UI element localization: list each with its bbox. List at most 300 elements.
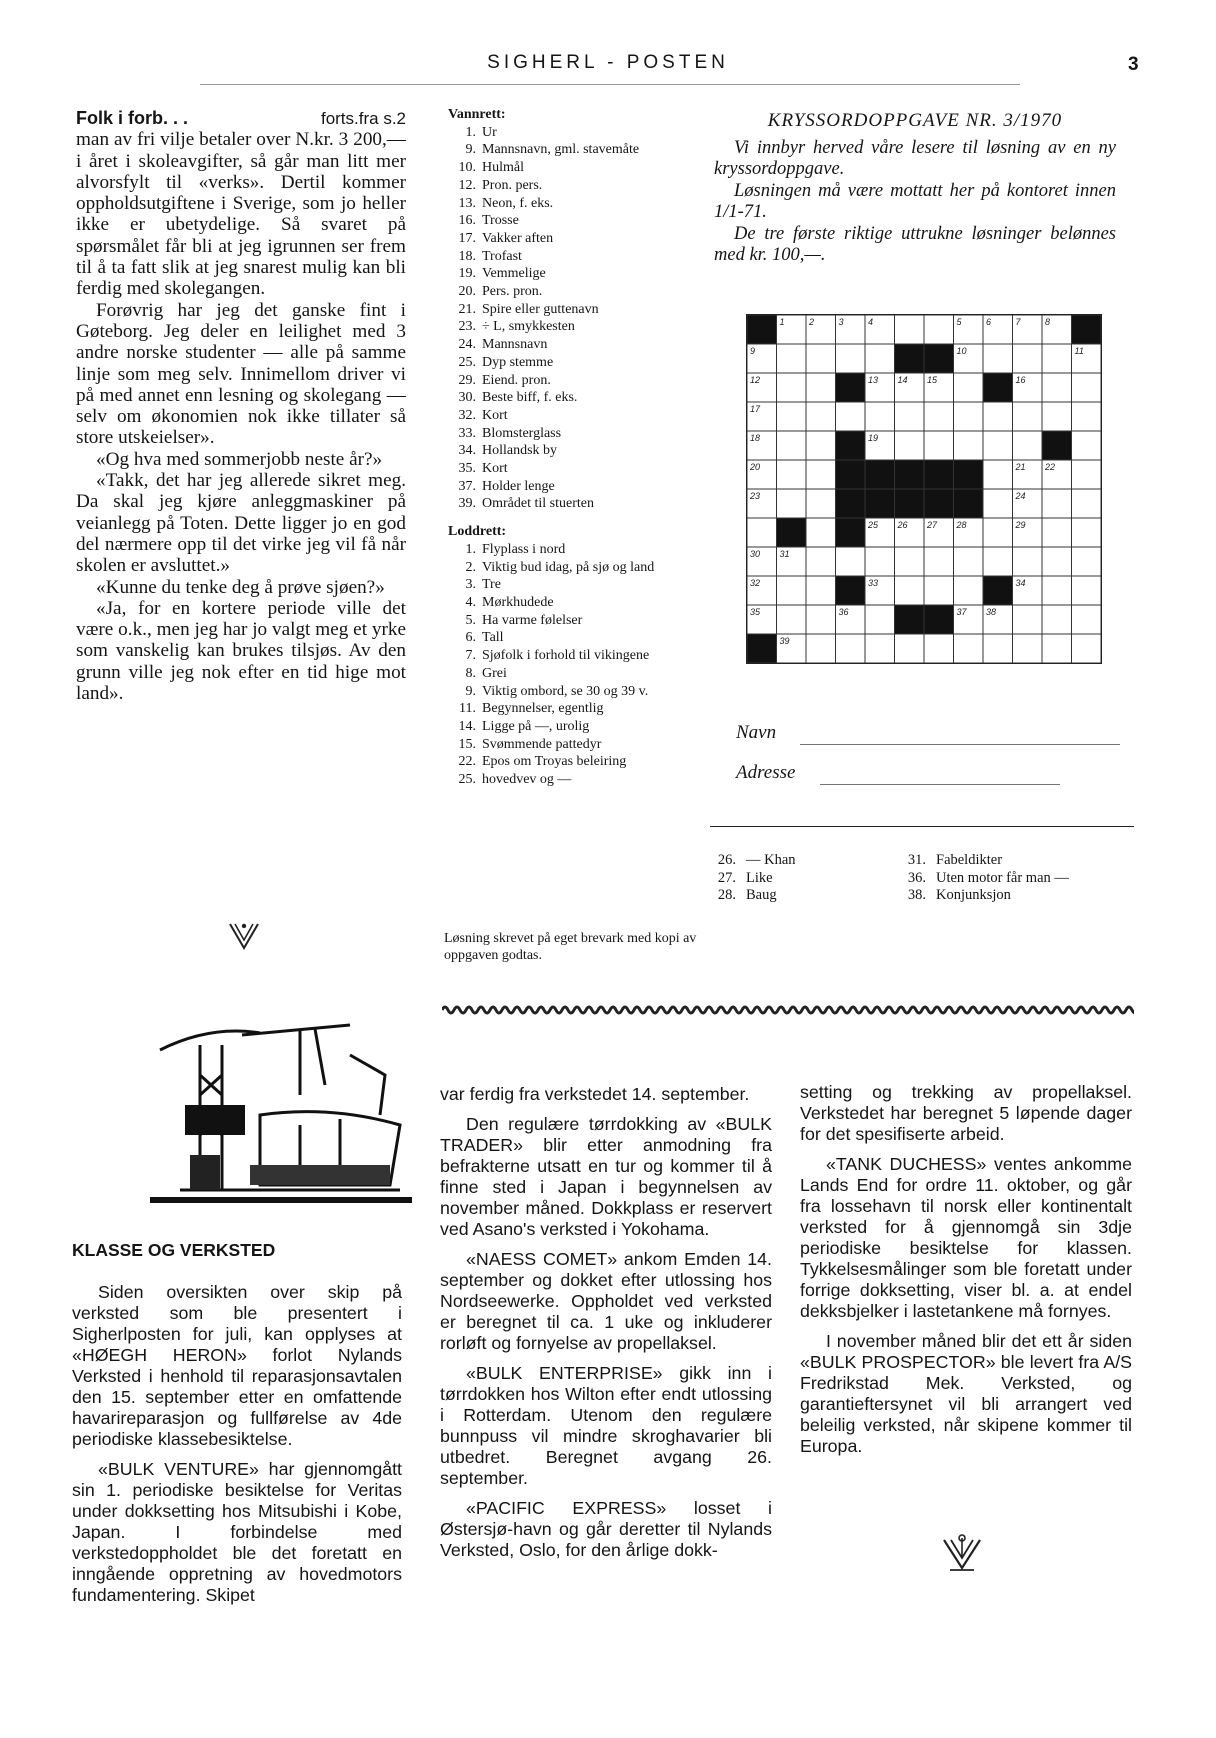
cell-number: 14 — [897, 375, 908, 385]
grid-cell[interactable] — [806, 518, 836, 547]
extra-clue-list-right — [898, 852, 1069, 905]
clue-item — [448, 683, 716, 701]
black-cell — [1072, 315, 1102, 344]
black-cell — [983, 373, 1013, 402]
cell-number: 4 — [868, 317, 874, 327]
clue-item — [448, 647, 716, 665]
black-cell — [895, 489, 925, 518]
clue-item — [448, 576, 716, 594]
grid-cell[interactable] — [924, 402, 954, 431]
clue-number: 22. — [458, 754, 476, 770]
crossword-intro-text: De tre første riktige uttrukne løsninger belønnes med kr. 100,—. — [714, 223, 1116, 265]
grid-cell[interactable] — [836, 402, 866, 431]
article-paragraph: «PACIFIC EXPRESS» losset i Østersjø-havn og går deretter til Nylands Verksted, Oslo, for den årlige dokk- — [440, 1498, 772, 1560]
grid-cell[interactable] — [895, 547, 925, 576]
grid-cell[interactable] — [983, 518, 1013, 547]
crossword-title: KRYSSORDOPPGAVE NR. 3/1970 — [767, 110, 1063, 131]
cell-number: 12 — [750, 375, 761, 385]
clue-item — [448, 124, 716, 142]
clue-text: Fabeldikter — [936, 852, 1003, 868]
clue-text: Kort — [482, 461, 508, 477]
grid-cell[interactable] — [777, 460, 807, 489]
clue-item — [448, 336, 716, 354]
clue-text: Svømmende pattedyr — [482, 736, 602, 752]
grid-cell[interactable] — [924, 547, 954, 576]
grid-cell[interactable] — [777, 605, 807, 634]
clue-item — [708, 887, 898, 905]
clue-item — [448, 389, 716, 407]
cell-number: 9 — [750, 346, 756, 356]
grid-cell[interactable] — [806, 431, 836, 460]
grid-cell[interactable] — [1072, 605, 1102, 634]
article-heading: KLASSE OG VERKSTED — [72, 1240, 276, 1260]
clue-text: Blomsterglass — [482, 425, 562, 441]
clue-text: Tall — [482, 630, 504, 646]
cell-number: 19 — [868, 433, 879, 443]
solution-note: Løsning skrevet på eget brevark med kopi av oppgaven godtas. — [444, 931, 697, 963]
clue-number: 33. — [458, 425, 476, 441]
interview-paragraph: «Og hva med sommerjobb neste år?» — [96, 448, 383, 470]
clue-number: 14. — [458, 718, 476, 734]
clue-number: 7. — [465, 648, 476, 664]
clue-item — [448, 559, 716, 577]
grid-cell[interactable] — [983, 489, 1013, 518]
clue-number: 11. — [459, 701, 476, 717]
clue-text: Flyplass i nord — [482, 541, 566, 557]
cell-number: 15 — [927, 375, 938, 385]
clue-item — [898, 887, 1069, 905]
grid-cell[interactable] — [806, 576, 836, 605]
grid-cell[interactable] — [1013, 634, 1043, 663]
clue-item — [898, 852, 1069, 870]
grid-cell[interactable] — [983, 344, 1013, 373]
grid-cell[interactable] — [983, 431, 1013, 460]
extra-clue-list-left — [708, 852, 898, 905]
clue-number: 9. — [465, 142, 476, 158]
interview-column — [76, 108, 406, 704]
grid-cell[interactable] — [865, 634, 895, 663]
clue-number: 39. — [458, 496, 476, 512]
clue-number: 24. — [458, 337, 476, 353]
clue-number: 25. — [458, 354, 476, 370]
grid-cell[interactable] — [777, 402, 807, 431]
clue-item — [448, 230, 716, 248]
grid-cell[interactable] — [1072, 373, 1102, 402]
cell-number: 23 — [750, 491, 761, 501]
clue-number: 30. — [458, 390, 476, 406]
across-clue-list — [448, 124, 716, 513]
clue-item — [448, 753, 716, 771]
grid-cell[interactable] — [806, 460, 836, 489]
clue-text: Epos om Troyas beleiring — [482, 754, 627, 770]
black-cell — [865, 460, 895, 489]
cell-number: 29 — [1015, 520, 1026, 530]
crossword-grid — [746, 314, 1102, 664]
black-cell — [924, 489, 954, 518]
grid-cell[interactable] — [836, 634, 866, 663]
clue-text: ÷ L, smykkesten — [482, 319, 575, 335]
grid-cell[interactable] — [865, 547, 895, 576]
clue-item — [448, 442, 716, 460]
black-cell — [895, 460, 925, 489]
black-cell — [954, 460, 984, 489]
grid-cell[interactable] — [924, 576, 954, 605]
black-cell — [836, 373, 866, 402]
black-cell — [954, 489, 984, 518]
black-cell — [895, 344, 925, 373]
article-column-1 — [72, 1282, 402, 1615]
clue-text: Pron. pers. — [482, 177, 543, 193]
grid-cell[interactable] — [1042, 373, 1072, 402]
clue-text: Ligge på —, urolig — [482, 718, 590, 734]
cell-number: 30 — [750, 549, 761, 559]
article-paragraph: Siden oversikten over skip på verksted som ble presentert i Sigherlposten for juli, kan opplyses at «HØEGH HERON» forlot Nylands Verksted i henhold til reparasjonsavtalen den 15. september etter en omfattende havarireparasjon og fullførelse av 4de periodiske klassebesiktelse. — [72, 1282, 402, 1449]
grid-cell[interactable] — [954, 547, 984, 576]
clue-item — [448, 612, 716, 630]
black-cell — [924, 605, 954, 634]
grid-cell[interactable] — [1042, 518, 1072, 547]
grid-cell[interactable] — [1072, 576, 1102, 605]
clue-item — [448, 372, 716, 390]
clue-number: 1. — [465, 124, 476, 140]
black-cell — [836, 431, 866, 460]
grid-cell[interactable] — [895, 431, 925, 460]
clue-item — [448, 495, 716, 513]
cell-number: 31 — [779, 549, 790, 559]
clue-text: Baug — [746, 887, 777, 904]
interview-heading-row — [76, 108, 406, 129]
clue-item — [448, 736, 716, 754]
grid-cell[interactable] — [1013, 605, 1043, 634]
clue-number: 31. — [907, 852, 926, 868]
crossword-clues — [448, 106, 716, 789]
clue-number: 18. — [458, 248, 476, 264]
grid-cell[interactable] — [836, 344, 866, 373]
grid-cell[interactable] — [1013, 344, 1043, 373]
clue-item — [448, 141, 716, 159]
cell-number: 34 — [1015, 578, 1026, 588]
clue-text: Ha varme følelser — [482, 612, 583, 628]
clue-item — [448, 283, 716, 301]
grid-cell[interactable] — [806, 605, 836, 634]
name-label: Navn — [736, 722, 777, 743]
article-column-3 — [800, 1082, 1132, 1466]
grid-cell[interactable] — [1042, 634, 1072, 663]
clue-item — [448, 265, 716, 283]
grid-cell[interactable] — [1072, 402, 1102, 431]
grid-cell[interactable] — [806, 344, 836, 373]
grid-cell[interactable] — [1072, 489, 1102, 518]
clue-text: Begynnelser, egentlig — [482, 701, 604, 717]
clue-number: 28. — [717, 887, 736, 904]
cell-number: 25 — [868, 520, 879, 530]
grid-cell[interactable] — [1042, 605, 1072, 634]
interview-paragraph: «Kunne du tenke deg å prøve sjøen?» — [96, 576, 385, 598]
grid-cell[interactable] — [836, 547, 866, 576]
cell-number: 1 — [779, 317, 785, 327]
clue-text: Trosse — [482, 213, 519, 229]
grid-cell[interactable] — [924, 315, 954, 344]
cell-number: 11 — [1074, 346, 1084, 356]
clue-number: 17. — [458, 230, 476, 246]
black-cell — [747, 315, 777, 344]
clue-item — [448, 195, 716, 213]
clue-text: Sjøfolk i forhold til vikingene — [482, 648, 650, 664]
clue-number: 32. — [458, 407, 476, 423]
clue-text: — Khan — [746, 852, 796, 868]
clue-number: 3. — [465, 577, 476, 593]
decorative-ornament-icon — [940, 1532, 984, 1574]
down-heading: Loddrett: — [448, 524, 507, 540]
grid-cell[interactable] — [983, 547, 1013, 576]
grid-cell[interactable] — [1072, 460, 1102, 489]
clue-text: Trofast — [482, 248, 522, 264]
grid-cell[interactable] — [924, 634, 954, 663]
grid-cell[interactable] — [806, 547, 836, 576]
article-paragraph: setting og trekking av propellaksel. Verkstedet har beregnet 5 løpende dager for det spesifiserte arbeid. — [800, 1082, 1132, 1144]
clue-number: 34. — [458, 443, 476, 459]
cell-number: 36 — [838, 607, 849, 617]
clue-item — [448, 629, 716, 647]
clue-item — [708, 870, 898, 888]
grid-cell[interactable] — [954, 402, 984, 431]
cell-number: 6 — [986, 317, 992, 327]
interview-paragraph: «Ja, for en kortere periode ville det være o.k., men jeg har jo valgt meg et yrke som vanskelig kan brukes tilsjøs. Av den grunn ville jeg nok efter en tid hige mot land». — [76, 597, 406, 705]
grid-cell[interactable] — [806, 489, 836, 518]
clue-text: Holder lenge — [482, 478, 555, 494]
article-paragraph: I november måned blir det ett år siden «BULK PROSPECTOR» ble levert fra A/S Fredrikstad Mek. Verksted, og garantieftersynet vil bli arrangert ved beleilig verksted, når skipene kommer til Europa. — [800, 1331, 1132, 1456]
black-cell — [836, 489, 866, 518]
grid-cell[interactable] — [1042, 344, 1072, 373]
grid-cell[interactable] — [806, 634, 836, 663]
clue-text: Tre — [482, 577, 501, 593]
grid-cell[interactable] — [954, 634, 984, 663]
grid-cell[interactable] — [895, 634, 925, 663]
name-line[interactable] — [800, 744, 1120, 745]
article-paragraph: Den regulære tørrdokking av «BULK TRADER» blir etter anmodning fra befrakterne utsatt en tur og kommer til å finne sted i Japan i begynnelsen av november måned. Dokkplass er reservert ved Asano's verksted i Yokohama. — [440, 1114, 772, 1239]
clue-text: Konjunksjon — [936, 887, 1011, 904]
clue-item — [448, 212, 716, 230]
grid-cell[interactable] — [954, 576, 984, 605]
black-cell — [777, 518, 807, 547]
cell-number: 39 — [779, 636, 790, 646]
clue-number: 5. — [465, 612, 476, 628]
clue-item — [708, 852, 898, 870]
crossword-intro-text: Vi innbyr herved våre lesere til løsning av en ny kryssordoppgave. — [714, 137, 1116, 179]
clue-item — [448, 478, 716, 496]
clue-text: Neon, f. eks. — [482, 195, 554, 211]
clue-number: 6. — [465, 630, 476, 646]
clue-number: 8. — [465, 665, 476, 681]
header-title: SIGHERL - POSTEN — [487, 52, 729, 73]
black-cell — [836, 460, 866, 489]
grid-cell[interactable] — [954, 373, 984, 402]
black-cell — [983, 576, 1013, 605]
grid-cell[interactable] — [983, 402, 1013, 431]
crossword-extra-clues — [708, 852, 1138, 905]
grid-cell[interactable] — [1013, 547, 1043, 576]
grid-cell[interactable] — [777, 576, 807, 605]
black-cell — [836, 518, 866, 547]
grid-cell[interactable] — [895, 576, 925, 605]
grid-cell[interactable] — [895, 315, 925, 344]
grid-cell[interactable] — [865, 605, 895, 634]
clue-number: 16. — [458, 213, 476, 229]
interview-paragraph: «Takk, det har jeg allerede sikret meg. Da skal jeg kjøre anleggmaskiner på veianlegg på Toten. Dette ligger jo en god del nærmere opp til det virke jeg vil få når skolen er avsluttet.» — [76, 470, 406, 577]
grid-cell[interactable] — [1042, 489, 1072, 518]
cell-number: 38 — [986, 607, 997, 617]
cell-number: 8 — [1045, 317, 1051, 327]
clue-number: 10. — [458, 160, 476, 176]
article-paragraph: «TANK DUCHESS» ventes ankomme Lands End for ordre 11. oktober, og går fra lossehavn til norsk eller kontinentalt verksted for å gjennomgå sin 3dje periodiske besiktelse for klassen. Tykkelsesmålinger som ble foretatt under forrige dokksetting, viser bl. a. at endel dekksbjelker i lastetankene må fornyes. — [800, 1154, 1132, 1321]
article-column-2 — [440, 1084, 772, 1570]
clue-number: 12. — [458, 177, 476, 193]
black-cell — [865, 489, 895, 518]
clue-item — [448, 407, 716, 425]
black-cell — [836, 576, 866, 605]
article-paragraph: «BULK VENTURE» har gjennomgått sin 1. periodiske besiktelse for Veritas under dokksetting hos Mitsubishi i Kobe, Japan. I forbindelse med verkstedoppholdet ble det foretatt en inngående oppretning av hovedmotors fundamentering. Skipet — [72, 1459, 402, 1605]
grid-cell[interactable] — [895, 402, 925, 431]
cell-number: 20 — [750, 462, 761, 472]
cell-number: 26 — [897, 520, 908, 530]
article-paragraph: «BULK ENTERPRISE» gikk inn i tørrdokken hos Wilton efter endt utlossing i Rotterdam. Utenom den regulære bunnpuss vil mindre skroghavarier bli utbedret. Beregnet avgang 26. september. — [440, 1363, 772, 1488]
clue-text: Området til stuerten — [482, 496, 594, 512]
clue-number: 36. — [907, 869, 926, 886]
header-rule — [200, 84, 1020, 85]
crossword-intro — [714, 110, 1116, 267]
address-label: Adresse — [736, 762, 796, 783]
clue-text: Uten motor får man — — [936, 869, 1069, 886]
cell-number: 33 — [868, 578, 879, 588]
interview-paragraph: man av fri vilje betaler over N.kr. 3 200,— i året i skoleavgifter, så går man litt mer alvorsfylt til «verks». Dertil kommer oppholdsutgiftene i Sverige, som jo heller ikke er ubetydelige. Så svaret på spørsmålet får bli at jeg igrunnen ser frem til å ta fatt slik at jeg snarest mulig kan bli ferdig med skolegangen. — [76, 129, 406, 300]
clue-text: Mannsnavn — [482, 337, 548, 353]
clue-item — [448, 700, 716, 718]
clue-text: Pers. pron. — [482, 284, 543, 300]
grid-cell[interactable] — [1042, 547, 1072, 576]
grid-cell[interactable] — [983, 460, 1013, 489]
wavy-separator — [442, 1003, 1134, 1017]
grid-cell[interactable] — [1072, 518, 1102, 547]
continued-from-note: forts.fra s.2 — [320, 109, 406, 128]
across-heading: Vannrett: — [448, 107, 506, 122]
clue-item — [448, 594, 716, 612]
cell-number: 21 — [1015, 462, 1026, 472]
clue-item — [448, 301, 716, 319]
clue-text: Like — [746, 869, 773, 886]
clue-number: 21. — [458, 301, 476, 317]
clue-number: 9. — [465, 683, 476, 699]
cell-number: 2 — [809, 317, 815, 327]
clue-item — [448, 771, 716, 789]
clue-text: Mannsnavn, gml. stavemåte — [482, 142, 640, 158]
grid-cell[interactable] — [954, 431, 984, 460]
clue-text: Ur — [482, 124, 497, 140]
grid-cell[interactable] — [1013, 402, 1043, 431]
clue-number: 29. — [458, 372, 476, 388]
clue-item — [448, 318, 716, 336]
address-line[interactable] — [820, 784, 1060, 785]
black-cell — [1042, 431, 1072, 460]
clue-number: 2. — [465, 559, 476, 575]
clue-number: 23. — [458, 319, 476, 335]
grid-cell[interactable] — [806, 402, 836, 431]
cell-number: 17 — [750, 404, 761, 414]
separator-line — [710, 826, 1134, 827]
grid-cell[interactable] — [777, 344, 807, 373]
clue-item — [448, 159, 716, 177]
black-cell — [747, 634, 777, 663]
grid-cell[interactable] — [1072, 547, 1102, 576]
grid-cell[interactable] — [1072, 431, 1102, 460]
cell-number: 22 — [1045, 462, 1056, 472]
grid-cell[interactable] — [1072, 634, 1102, 663]
clue-text: Vemmelige — [482, 266, 546, 282]
article-paragraph: «NAESS COMET» ankom Emden 14. september og dokket efter utlossing hos Nordseewerke. Oppholdet ved verksted er beregnet til ca. 1 uke og inkluderer rorløft og fornyelse av propellaksel. — [440, 1249, 772, 1353]
cell-number: 16 — [1015, 375, 1026, 385]
clue-text: Viktig ombord, se 30 og 39 v. — [482, 683, 649, 699]
black-cell — [895, 605, 925, 634]
clue-number: 4. — [465, 594, 476, 610]
clue-item — [448, 354, 716, 372]
article-paragraph: var ferdig fra verkstedet 14. september. — [440, 1084, 750, 1104]
clue-number: 19. — [458, 266, 476, 282]
cell-number: 5 — [956, 317, 962, 327]
grid-cell[interactable] — [777, 431, 807, 460]
clue-item — [448, 665, 716, 683]
clue-number: 35. — [458, 461, 476, 477]
grid-cell[interactable] — [1042, 402, 1072, 431]
cell-number: 37 — [956, 607, 967, 617]
cell-number: 27 — [927, 520, 938, 530]
grid-cell[interactable] — [983, 634, 1013, 663]
clue-item — [448, 177, 716, 195]
grid-cell[interactable] — [865, 402, 895, 431]
cell-number: 13 — [868, 375, 879, 385]
grid-cell[interactable] — [806, 373, 836, 402]
grid-cell[interactable] — [1013, 431, 1043, 460]
grid-cell[interactable] — [747, 518, 777, 547]
crane-ship-illustration — [150, 1015, 412, 1213]
clue-item — [448, 248, 716, 266]
clue-text: Viktig bud idag, på sjø og land — [482, 559, 655, 575]
clue-number: 37. — [458, 478, 476, 494]
cell-number: 24 — [1015, 491, 1026, 501]
clue-text: Hulmål — [482, 160, 524, 176]
clue-number: 26. — [717, 852, 736, 868]
clue-number: 38. — [907, 887, 926, 904]
clue-item — [448, 718, 716, 736]
crossword-intro-text: Løsningen må være mottatt her på kontoret innen 1/1-71. — [714, 180, 1116, 222]
interview-heading: Folk i forb. . . — [76, 108, 188, 128]
clue-number: 25. — [458, 772, 476, 788]
grid-cell[interactable] — [1042, 576, 1072, 605]
clue-text: Spire eller guttenavn — [482, 301, 599, 317]
clue-number: 13. — [458, 195, 476, 211]
clue-number: 15. — [458, 736, 476, 752]
cell-number: 18 — [750, 433, 761, 443]
cell-number: 28 — [956, 520, 967, 530]
clue-text: Eiend. pron. — [482, 372, 551, 388]
grid-cell[interactable] — [777, 373, 807, 402]
clue-text: Mørkhudede — [482, 594, 554, 610]
grid-cell[interactable] — [865, 344, 895, 373]
grid-cell[interactable] — [777, 489, 807, 518]
interview-paragraph: Forøvrig har jeg det ganske fint i Gøteborg. Jeg deler en leilighet med 3 andre norske studenter — alle på samme linje som meg selv. Innimellom driver vi på med annet enn lesning og skolegang — selv om økonomien nok ikke tillater så store utskeielser». — [76, 299, 406, 449]
page-number: 3 — [1128, 54, 1139, 75]
clue-item — [448, 541, 716, 559]
grid-cell[interactable] — [924, 431, 954, 460]
clue-text: hovedvev og — — [482, 772, 572, 788]
